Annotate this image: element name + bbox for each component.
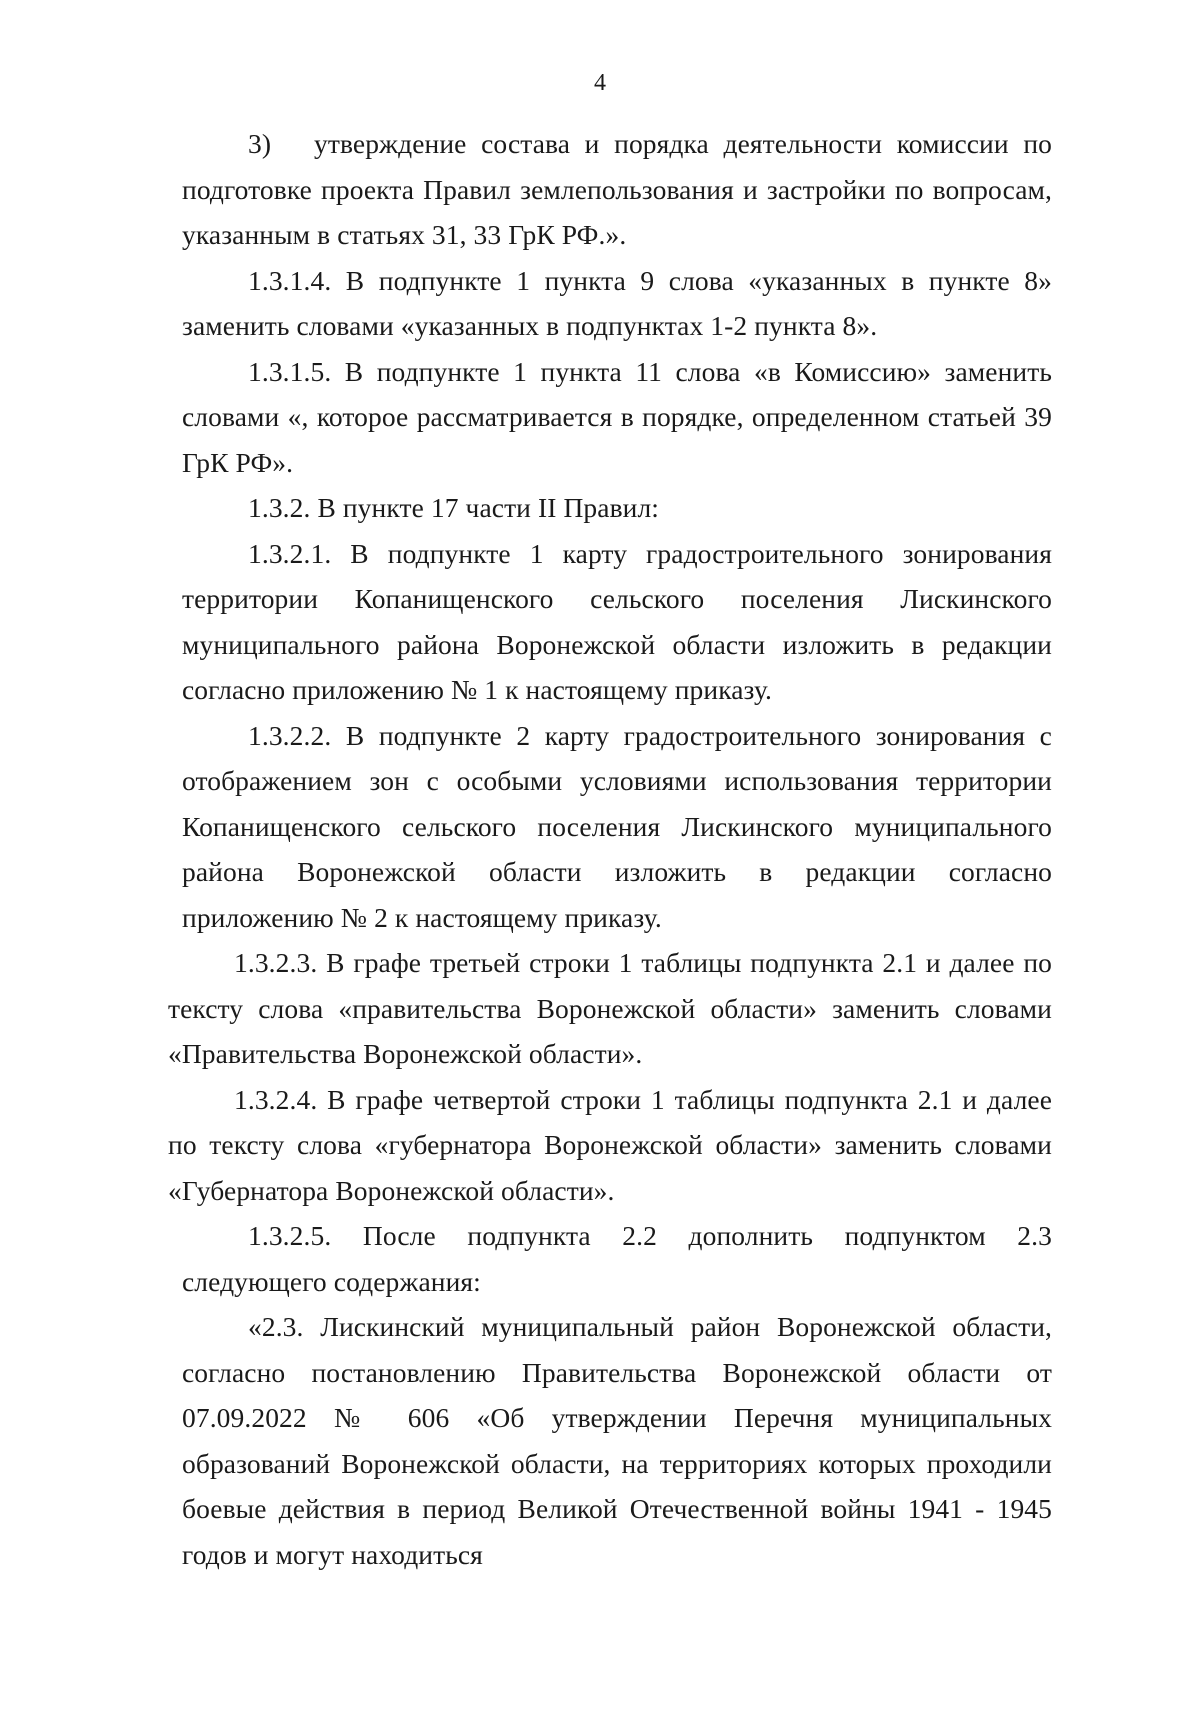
list-item-number: 3): [248, 128, 272, 159]
paragraph-quote-2-3: «2.3. Лискинский муниципальный район Воронежской области, согласно постановлению Правительства Воронежской области от 07.09.2022 № 606 «Об утверждении Перечня муниципальных образований Воронежской области, на территориях которых проходили боевые действия в период Великой Отечественной войны 1941 - 1945 годов и могут находиться: [182, 1311, 1052, 1570]
paragraph-1-3-2-3: 1.3.2.3. В графе третьей строки 1 таблицы подпункта 2.1 и далее по тексту слова «правительства Воронежской области» заменить словами «Правительства Воронежской области».: [168, 947, 1052, 1069]
paragraph-1-3-2-1: 1.3.2.1. В подпункте 1 карту градостроительного зонирования территории Копанищенского сельского поселения Лискинского муниципального района Воронежской области изложить в редакции согласно приложению № 1 к настоящему приказу.: [182, 537, 1052, 705]
paragraph-1-3-2: 1.3.2. В пункте 17 части II Правил:: [248, 492, 660, 523]
paragraph-1-3-2-4: 1.3.2.4. В графе четвертой строки 1 таблицы подпункта 2.1 и далее по тексту слова «губернатора Воронежской области» заменить словами «Губернатора Воронежской области».: [168, 1083, 1052, 1206]
paragraph-1-3-2-5: 1.3.2.5. После подпункта 2.2 дополнить подпунктом 2.3 следующего содержания:: [182, 1220, 1052, 1297]
paragraph-text: утверждение состава и порядка деятельности комиссии по подготовке проекта Правил землепользования и застройки по вопросам, указанным в статьях 31, 33 ГрК РФ.».: [182, 128, 1052, 250]
paragraph-1-3-1-5: 1.3.1.5. В подпункте 1 пункта 11 слова «в Комиссию» заменить словами «, которое рассматривается в порядке, определенном статьей 39 ГрК РФ».: [182, 355, 1052, 478]
page-number: 4: [594, 70, 606, 96]
paragraph-1-3-2-2: 1.3.2.2. В подпункте 2 карту градостроительного зонирования с отображением зон с особыми условиями использования территории Копанищенского сельского поселения Лискинского муниципального района Воронежской области изложить в редакции согласно приложению № 2 к настоящему приказу.: [182, 719, 1052, 933]
paragraph-item-3: [182, 121, 1052, 258]
paragraph-1-3-1-4: 1.3.1.4. В подпункте 1 пункта 9 слова «указанных в пункте 8» заменить словами «указанных в подпунктах 1-2 пункта 8».: [182, 264, 1052, 341]
document-body: [168, 121, 1052, 1577]
